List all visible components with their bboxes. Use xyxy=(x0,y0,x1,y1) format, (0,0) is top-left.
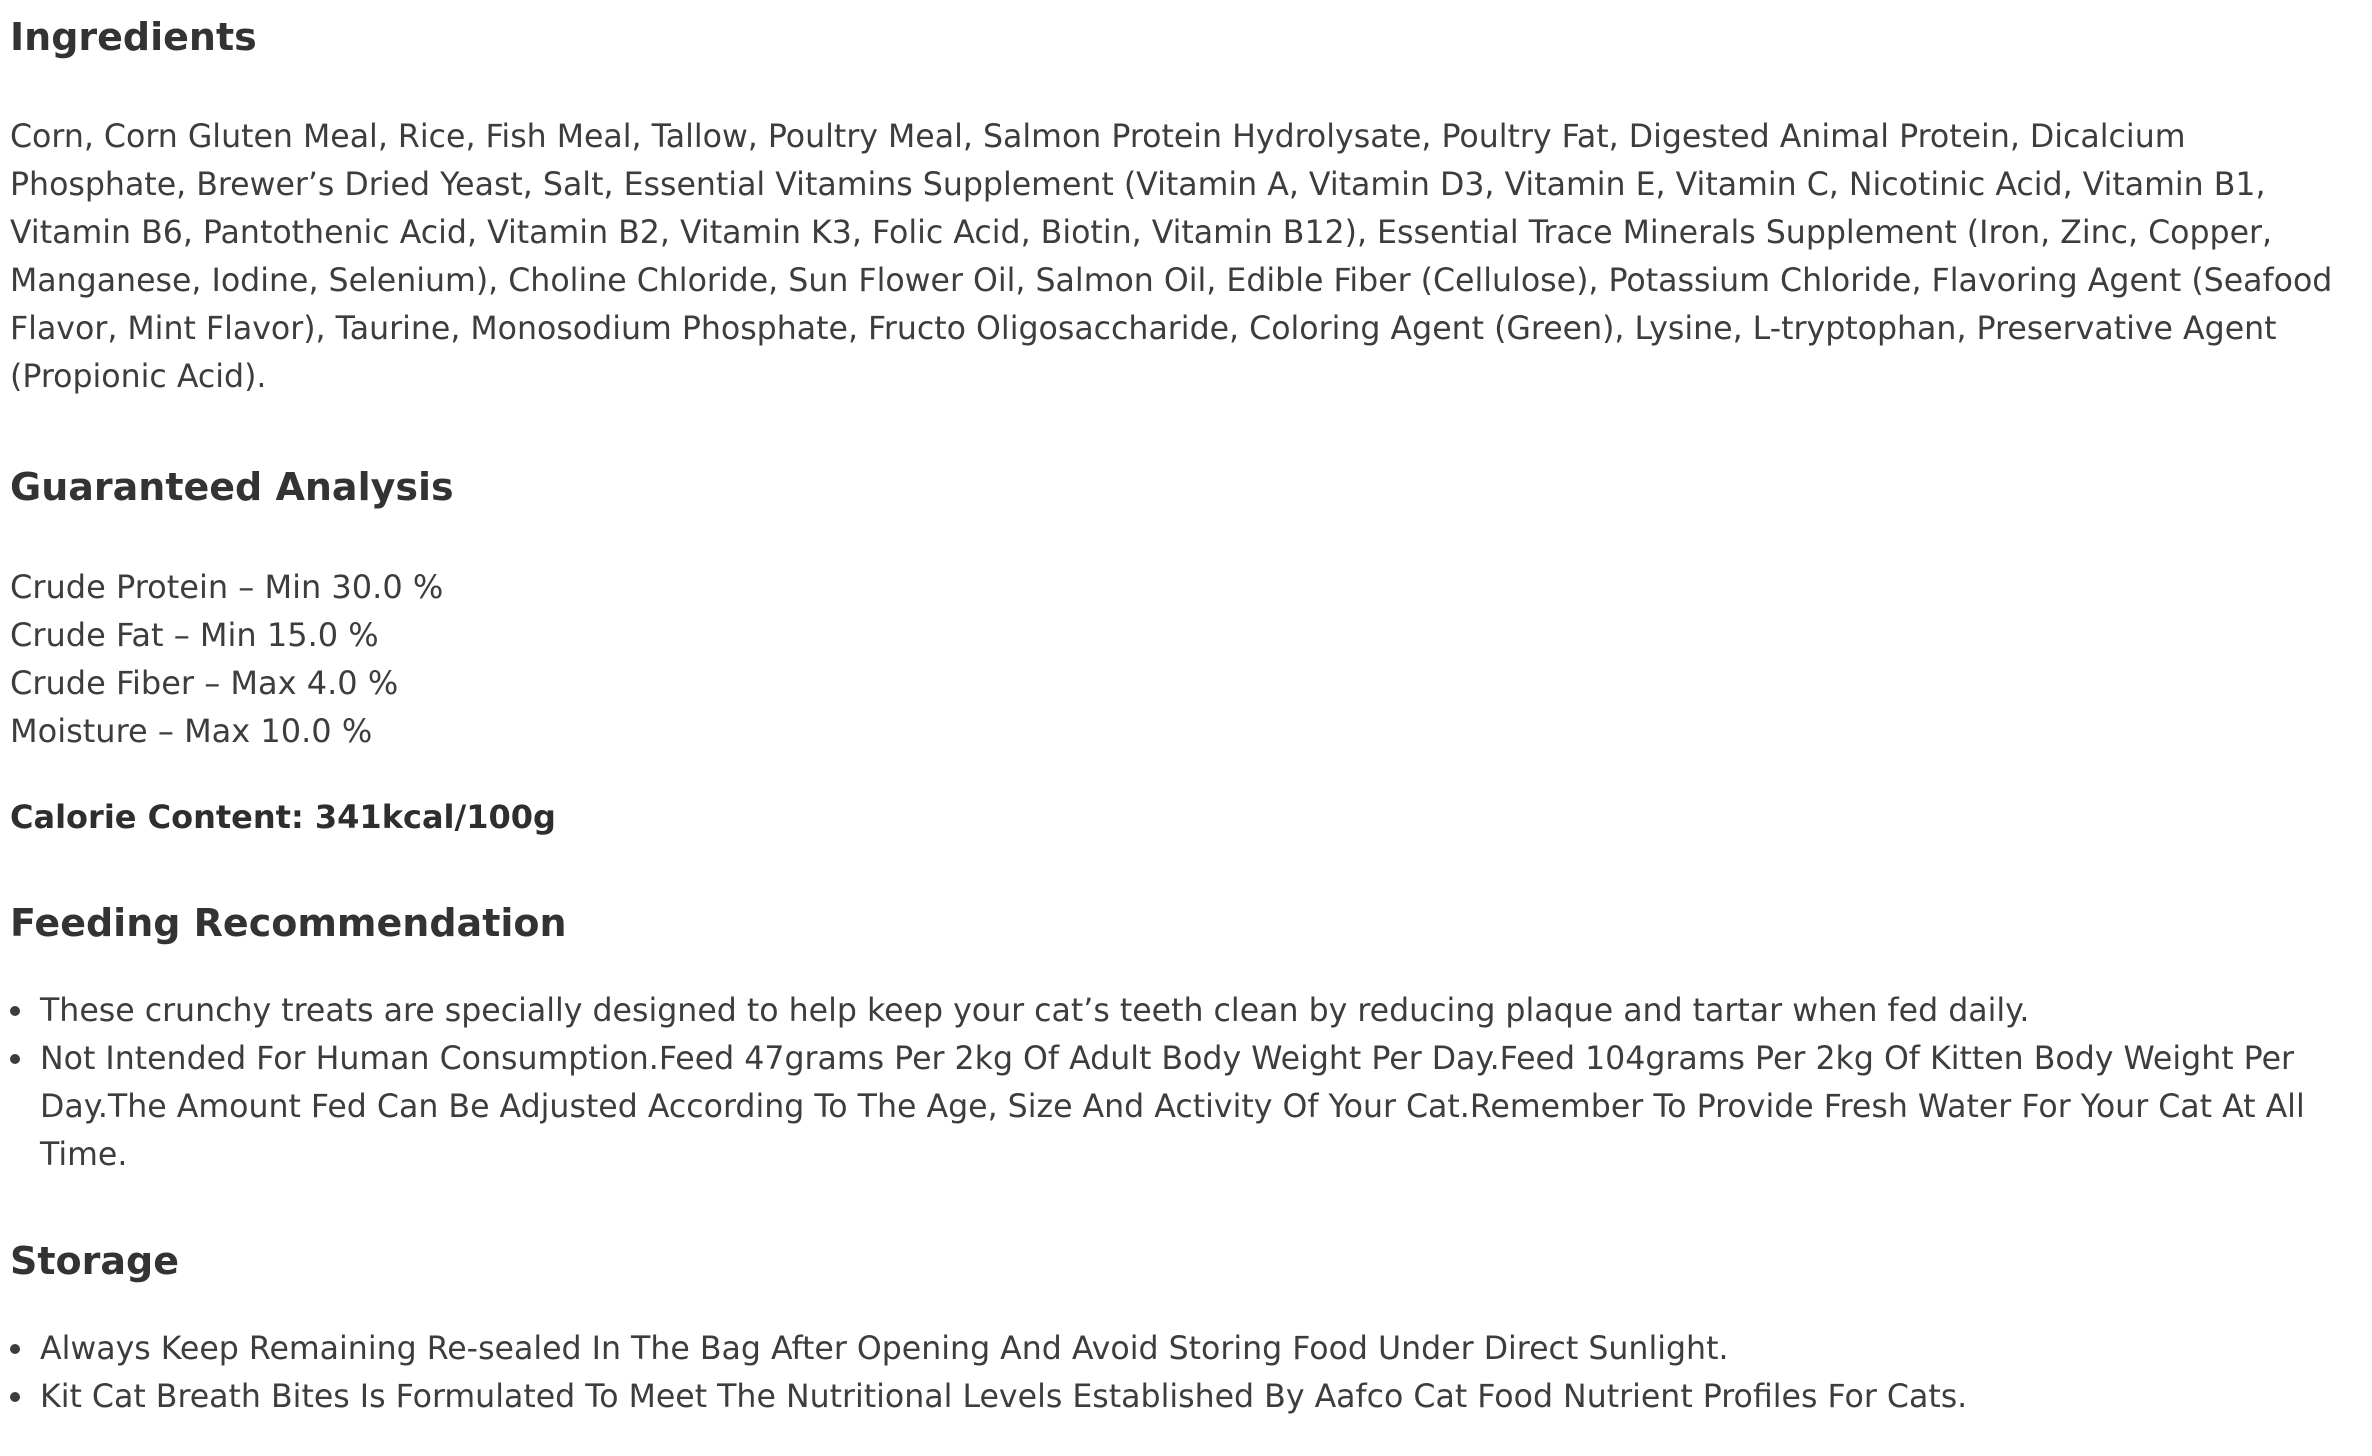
list-item xyxy=(10,1035,2362,1179)
list-item xyxy=(10,1325,2362,1373)
ingredients-text: Corn, Corn Gluten Meal, Rice, Fish Meal, Tallow, Poultry Meal, Salmon Protein Hydrolysate, Poultry Fat, Digested Animal Protein, Dicalcium Phosphate, Brewer’s Dried Yeast, Salt, Essential Vitamins Supplement (Vitamin A, Vitamin D3, Vitamin E, Vitamin C, Nicotinic Acid, Vitamin B1, Vitamin B6, Pantothenic Acid, Vitamin B2, Vitamin K3, Folic Acid, Biotin, Vitamin B12), Essential Trace Minerals Supplement (Iron, Zinc, Copper, Manganese, Iodine, Selenium), Choline Chloride, Sun Flower Oil, Salmon Oil, Edible Fiber (Cellulose), Potassium Chloride, Flavoring Agent (Seafood Flavor, Mint Flavor), Taurine, Monosodium Phosphate, Fructo Oligosaccharide, Coloring Agent (Green), Lysine, L-tryptophan, Preservative Agent (Propionic Acid). xyxy=(10,119,2333,395)
bullet-icon xyxy=(10,1344,20,1354)
analysis-line-fiber: Crude Fiber – Max 4.0 % xyxy=(10,664,399,702)
bullet-icon xyxy=(10,1006,20,1016)
feeding-recommendation-list xyxy=(10,987,2362,1179)
analysis-line-moisture: Moisture – Max 10.0 % xyxy=(10,712,373,750)
analysis-line-protein: Crude Protein – Min 30.0 % xyxy=(10,568,444,606)
list-item xyxy=(10,987,2362,1035)
bullet-icon xyxy=(10,1392,20,1402)
guaranteed-analysis-list xyxy=(10,563,2362,755)
feeding-recommendation-heading: Feeding Recommendation xyxy=(10,901,567,945)
storage-heading: Storage xyxy=(10,1239,179,1283)
list-item-text: These crunchy treats are specially designed to help keep your cat’s teeth clean by reducing plaque and tartar when fed daily. xyxy=(40,993,2030,1029)
list-item-text: Always Keep Remaining Re-sealed In The Bag After Opening And Avoid Storing Food Under Direct Sunlight. xyxy=(40,1331,1729,1367)
list-item-text: Kit Cat Breath Bites Is Formulated To Meet The Nutritional Levels Established By Aafco Cat Food Nutrient Profiles For Cats. xyxy=(40,1379,1968,1415)
bullet-icon xyxy=(10,1054,20,1064)
calorie-content: Calorie Content: 341kcal/100g xyxy=(10,798,556,836)
analysis-line-fat: Crude Fat – Min 15.0 % xyxy=(10,616,379,654)
storage-list xyxy=(10,1325,2362,1421)
list-item-text: Not Intended For Human Consumption.Feed 47grams Per 2kg Of Adult Body Weight Per Day.Feed 104grams Per 2kg Of Kitten Body Weight Per Day.The Amount Fed Can Be Adjusted According To The Age, Size And Activity Of Your Cat.Remember To Provide Fresh Water For Your Cat At All Time. xyxy=(40,1041,2305,1173)
guaranteed-analysis-heading: Guaranteed Analysis xyxy=(10,465,454,509)
list-item xyxy=(10,1373,2362,1421)
product-details xyxy=(10,0,2362,1421)
ingredients-heading: Ingredients xyxy=(10,15,257,59)
